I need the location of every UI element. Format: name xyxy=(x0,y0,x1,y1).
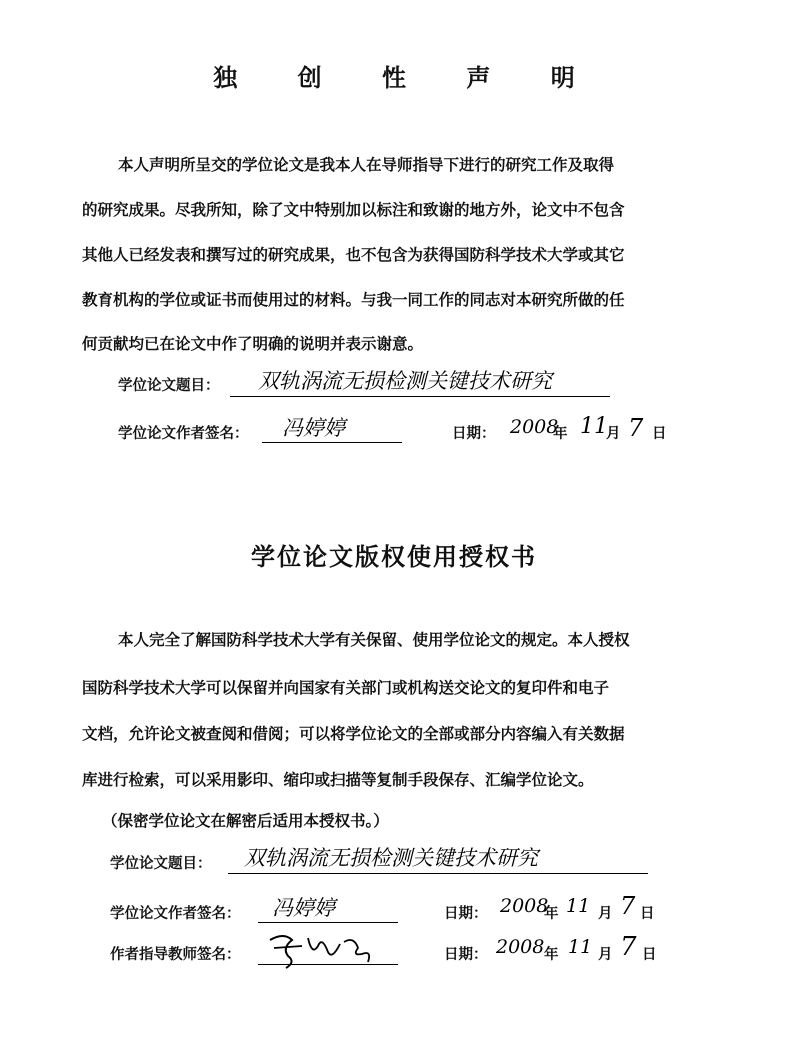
authorization-advisor-date-year-unit: 年 xyxy=(544,946,559,963)
authorization-advisor-sign-label: 作者指导教师签名： xyxy=(110,946,241,963)
authorization-author-date-year-unit: 年 xyxy=(544,905,559,922)
authorization-author-date-label: 日期： xyxy=(444,905,488,922)
authorization-author-sign-underline xyxy=(258,922,398,923)
authorization-advisor-sign-underline xyxy=(258,964,398,965)
declaration-paragraph-line: 何贡献均已在论文中作了明确的说明并表示谢意。 xyxy=(82,334,424,353)
declaration-date-year-unit: 年 xyxy=(553,425,568,442)
authorization-author-date-year: 2008 xyxy=(500,895,549,917)
declaration-paragraph-line: 的研究成果。尽我所知，除了文中特别加以标注和致谢的地方外，论文中不包含 xyxy=(82,200,625,219)
authorization-author-date-month: 11 xyxy=(566,895,591,917)
authorization-author-date-month-unit: 月 xyxy=(598,905,613,922)
authorization-thesis-title-underline xyxy=(228,873,648,874)
authorization-author-sign-label: 学位论文作者签名： xyxy=(110,905,241,922)
declaration-thesis-title-handwritten: 双轨涡流无损检测关键技术研究 xyxy=(258,369,552,393)
declaration-date-day-unit: 日 xyxy=(652,425,667,442)
authorization-advisor-date-year: 2008 xyxy=(496,936,545,958)
declaration-thesis-title-label: 学位论文题目： xyxy=(118,377,220,394)
authorization-paragraph-line: 库进行检索，可以采用影印、缩印或扫描等复制手段保存、汇编学位论文。 xyxy=(82,770,594,789)
authorization-author-signature: 冯婷婷 xyxy=(272,896,335,920)
declaration-paragraph-line: 其他人已经发表和撰写过的研究成果，也不包含为获得国防科学技术大学或其它 xyxy=(82,245,625,264)
declaration-date-month: 11 xyxy=(580,414,608,439)
authorization-advisor-date-label: 日期： xyxy=(444,946,488,963)
declaration-date-label: 日期： xyxy=(452,425,496,442)
authorization-thesis-title-handwritten: 双轨涡流无损检测关键技术研究 xyxy=(244,846,538,870)
authorization-title: 学位论文版权使用授权书 xyxy=(251,542,537,571)
declaration-author-sign-label: 学位论文作者签名： xyxy=(118,425,249,442)
declaration-date-month-unit: 月 xyxy=(606,425,621,442)
declaration-author-signature: 冯婷婷 xyxy=(282,416,345,440)
declaration-date-day: 7 xyxy=(628,414,644,442)
authorization-thesis-title-label: 学位论文题目： xyxy=(110,855,212,872)
declaration-author-sign-underline xyxy=(262,442,402,443)
declaration-title: 独 创 性 声 明 xyxy=(213,63,601,92)
declaration-date-year: 2008 xyxy=(510,416,559,438)
advisor-signature-scribble xyxy=(262,926,392,972)
authorization-advisor-date-day: 7 xyxy=(620,932,637,962)
declaration-thesis-title-underline xyxy=(230,396,610,397)
authorization-advisor-date-month: 11 xyxy=(568,936,593,958)
authorization-advisor-date-month-unit: 月 xyxy=(598,946,613,963)
authorization-paragraph-line: 国防科学技术大学可以保留并向国家有关部门或机构送交论文的复印件和电子 xyxy=(82,678,610,697)
authorization-advisor-date-day-unit: 日 xyxy=(642,946,657,963)
declaration-paragraph-line: 本人声明所呈交的学位论文是我本人在导师指导下进行的研究工作及取得 xyxy=(118,155,615,174)
declaration-paragraph-line: 教育机构的学位或证书而使用过的材料。与我一同工作的同志对本研究所做的任 xyxy=(82,290,625,309)
authorization-author-date-day-unit: 日 xyxy=(640,905,655,922)
authorization-paragraph-line: 本人完全了解国防科学技术大学有关保留、使用学位论文的规定。本人授权 xyxy=(118,630,630,649)
authorization-paragraph-line: 文档，允许论文被查阅和借阅；可以将学位论文的全部或部分内容编入有关数据 xyxy=(82,724,625,743)
authorization-author-date-day: 7 xyxy=(620,892,636,920)
authorization-note: （保密学位论文在解密后适用本授权书。） xyxy=(102,811,389,830)
